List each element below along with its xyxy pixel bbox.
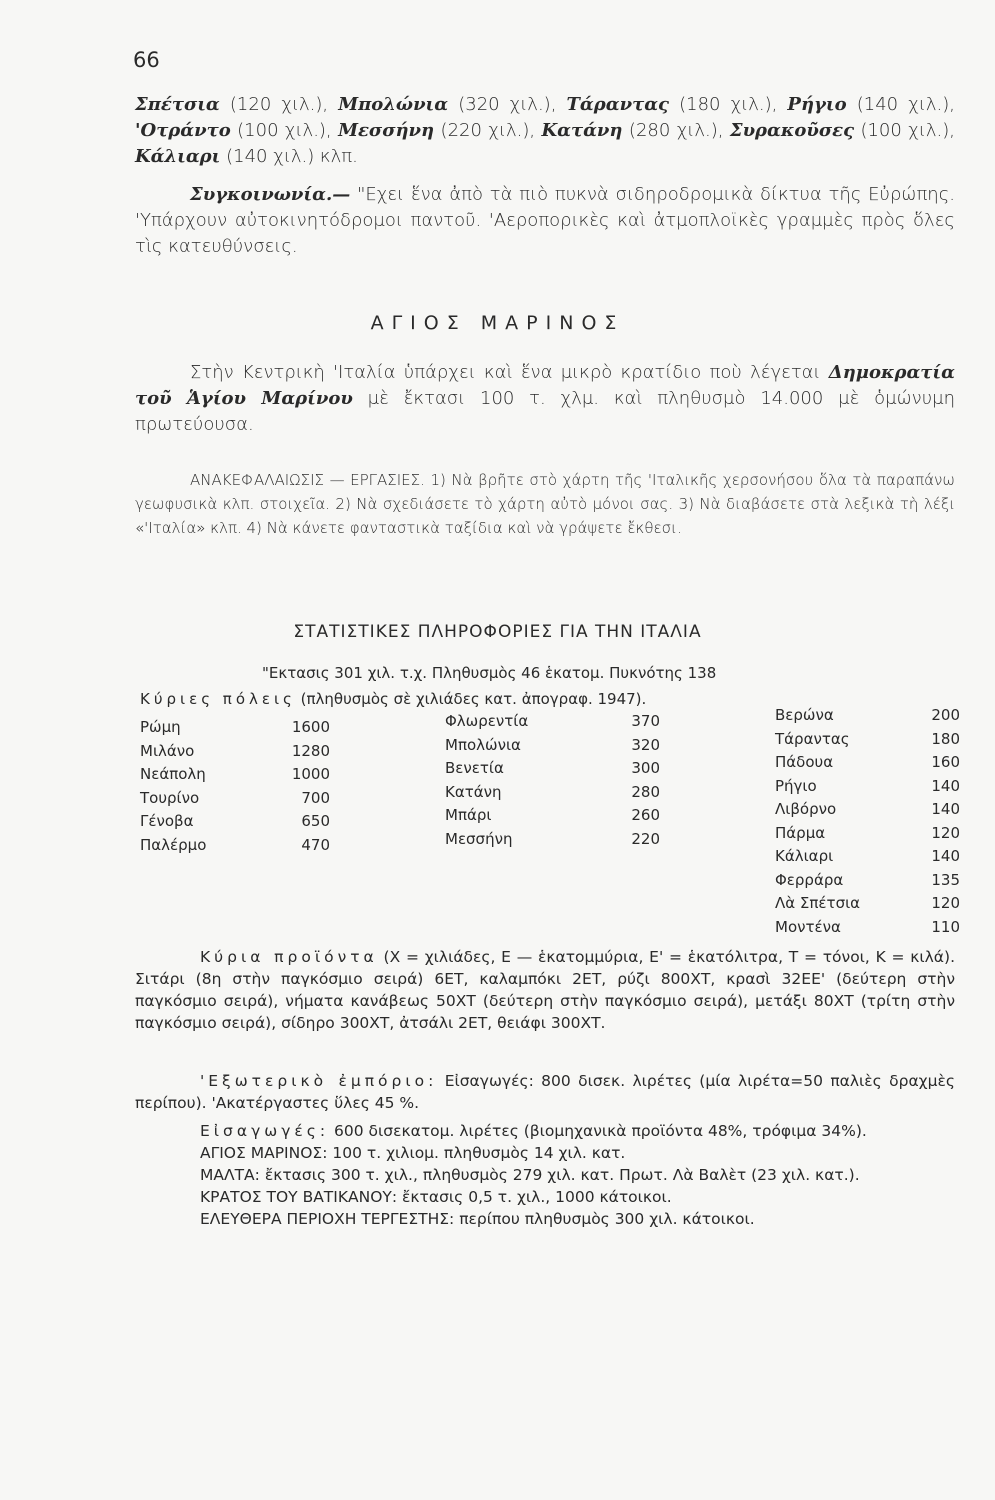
imports-text: 600 δισεκατομ. λιρέτες (βιομηχανικὰ προϊόντα 48%, τρόφιμα 34%). (334, 1122, 867, 1140)
city-cell: Ρώμη (140, 718, 181, 736)
value-cell: 280 (631, 782, 660, 801)
transport-label: Συγκοινωνία.— (190, 184, 351, 205)
value-cell: 135 (931, 870, 960, 889)
stats-column-1 (140, 718, 330, 859)
products-paragraph (135, 946, 955, 1034)
value-cell: 140 (931, 800, 960, 818)
footer-label: ΕΛΕΥΘΕΡΑ ΠΕΡΙΟΧΗ ΤΕΡΓΕΣΤΗΣ: (200, 1210, 455, 1228)
value-cell: 370 (631, 712, 660, 730)
footer-text: 100 τ. χιλιομ. πληθυσμὸς 14 χιλ. κατ. (332, 1144, 626, 1162)
cities-paragraph (135, 92, 955, 170)
city-name: 'Οτράντο (135, 120, 231, 141)
city-cell: Παλέρμο (140, 835, 207, 854)
stats-area-line: "Εκτασις 301 χιλ. τ.χ. Πληθυσμὸς 46 ἑκατομ. Πυκνότης 138 (262, 664, 717, 682)
city-cell: Μπάρι (445, 806, 492, 824)
footer-text: ἔκτασις 300 τ. χιλ., πληθυσμὸς 279 χιλ. κατ. Πρωτ. Λὰ Βαλὲτ (23 χιλ. κατ.). (264, 1166, 860, 1184)
table-row (140, 812, 330, 836)
san-marino-text: Στὴν Κεντρικὴ 'Ιταλία ὑπάρχει καὶ ἕνα μικρὸ κρατίδιο ποὺ λέγεται (190, 362, 821, 383)
footer-label: ΑΓΙΟΣ ΜΑΡΙΝΟΣ: (200, 1144, 328, 1162)
cities-note: (πληθυσμὸς σὲ χιλιάδες κατ. ἀπογραφ. 1947). (300, 690, 647, 708)
city-cell: Μεσσήνη (445, 829, 513, 848)
city-size: (220 χιλ.), (440, 120, 536, 141)
table-row (140, 765, 330, 789)
value-cell: 140 (931, 776, 960, 795)
value-cell: 1000 (291, 765, 330, 783)
value-cell: 1600 (291, 718, 330, 736)
city-cell: Ρήγιο (775, 776, 817, 795)
table-row (140, 836, 330, 860)
city-cell: Λιβόρνο (775, 800, 837, 818)
san-marino-name: Δημοκρατία τοῦ Ἁγίου Μαρίνου (135, 362, 955, 409)
table-row (775, 706, 960, 730)
table-row (140, 742, 330, 766)
trade-label: 'Εξωτερικὸ ἐμπόριο: (200, 1072, 438, 1090)
table-row (445, 783, 660, 807)
table-row (775, 871, 960, 895)
city-cell: Νεάπολη (140, 765, 206, 783)
city-cell: Μιλάνο (140, 741, 195, 760)
value-cell: 300 (631, 759, 660, 777)
table-row (445, 736, 660, 760)
page-number: 66 (133, 48, 160, 72)
value-cell: 650 (301, 812, 330, 830)
imports-line (200, 1120, 960, 1142)
value-cell: 220 (631, 829, 660, 848)
city-name: Μπολώνια (338, 94, 449, 115)
stats-column-2 (445, 712, 660, 853)
city-cell: Πάρμα (775, 823, 826, 842)
city-cell: Μπολώνια (445, 735, 521, 754)
footer-label: ΚΡΑΤΟΣ ΤΟΥ ΒΑΤΙΚΑΝΟΥ: (200, 1188, 398, 1206)
city-cell: Βενετία (445, 759, 504, 777)
value-cell: 160 (931, 753, 960, 771)
san-marino-text: μὲ ἔκτασι 100 τ. χλμ. καὶ πληθυσμὸ 14.000 μὲ ὁμώνυμη πρωτεύουσα. (135, 388, 955, 435)
products-text: (Χ = χιλιάδες, Ε — ἑκατομμύρια, Ε' = ἑκατόλιτρα, Τ = τόνοι, Κ = κιλά). Σιτάρι (8η στὴν παγκόσμιο σειρά) 6ΕΤ, καλαμπόκι 2ΕΤ, ρύζι 800ΧΤ, κρασὶ 32ΕΕ' (δεύτερη στὴν παγκόσμιο σειρά), νήματα κανάβεως 50ΧΤ (δεύτερη στὴν παγκόσμιο σειρά), μετάξι 80ΧΤ (τρίτη στὴν παγκόσμιο σειρά), σίδηρο 300ΧΤ, ἀτσάλι 2ΕΤ, θειάφι 300ΧΤ. (135, 948, 955, 1032)
city-cell: Φλωρεντία (445, 712, 529, 730)
city-cell: Γένοβα (140, 812, 194, 830)
city-size: (100 χιλ.), (860, 120, 955, 141)
transport-text: "Εχει ἕνα ἀπὸ τὰ πιὸ πυκνὰ σιδηροδρομικὰ δίκτυα τῆς Εὐρώπης. 'Υπάρχουν αὐτοκινητόδρομοι παντοῦ. 'Αεροπορικὲς καὶ ἀτμοπλοϊκὲς γραμμὲς πρὸς ὅλες τὶς κατευθύνσεις. (135, 184, 955, 257)
table-row (775, 894, 960, 918)
table-row (140, 718, 330, 742)
table-row (775, 800, 960, 824)
city-size: (140 χιλ.) κλπ. (226, 146, 358, 167)
city-cell: Λὰ Σπέτσια (775, 894, 861, 912)
city-cell: Κάλιαρι (775, 847, 834, 865)
san-marino-paragraph (135, 360, 955, 438)
table-row (775, 753, 960, 777)
products-label: Κύρια προϊόντα (200, 948, 378, 966)
table-row (445, 830, 660, 854)
value-cell: 180 (931, 729, 960, 748)
city-cell: Κατάνη (445, 782, 502, 801)
value-cell: 120 (931, 894, 960, 912)
table-row (445, 806, 660, 830)
cities-label: Κύριες πόλεις (140, 690, 296, 708)
city-cell: Τουρίνο (140, 788, 200, 807)
san-marino-heading: ΑΓΙΟΣ ΜΑΡΙΝΟΣ (370, 312, 625, 334)
value-cell: 200 (931, 706, 960, 724)
city-name: Συρακοῦσες (729, 120, 855, 141)
table-row (775, 824, 960, 848)
footer-line (200, 1142, 960, 1164)
footer-line (200, 1208, 960, 1230)
trade-text: Εἰσαγωγές: 800 δισεκ. λιρέτες (μία λιρέτα=50 παλιὲς δραχμὲς περίπου). 'Ακατέργαστες ὕλες 45 %. (135, 1072, 955, 1112)
footer-text: περίπου πληθυσμὸς 300 χιλ. κάτοικοι. (459, 1210, 755, 1228)
value-cell: 140 (931, 847, 960, 865)
imports-label: Εἰσαγωγές: (200, 1122, 330, 1140)
city-size: (280 χιλ.), (628, 120, 724, 141)
stats-cities-header (140, 690, 646, 708)
footer-text: ἔκτασις 0,5 τ. χιλ., 1000 κάτοικοι. (402, 1188, 672, 1206)
value-cell: 320 (631, 735, 660, 754)
value-cell: 470 (301, 835, 330, 854)
city-cell: Πάδουα (775, 753, 834, 771)
table-row (775, 777, 960, 801)
stats-column-3 (775, 706, 960, 941)
stats-title: ΣΤΑΤΙΣΤΙΚΕΣ ΠΛΗΡΟΦΟΡΙΕΣ ΓΙΑ ΤΗΝ ΙΤΑΛΙΑ (293, 622, 702, 642)
city-cell: Μοντένα (775, 917, 841, 936)
city-name: Κατάνη (541, 120, 623, 141)
footer-line (200, 1164, 960, 1186)
city-size: (140 χιλ.), (856, 94, 955, 115)
table-row (140, 789, 330, 813)
value-cell: 120 (931, 823, 960, 842)
transport-paragraph (135, 182, 955, 260)
city-size: (100 χιλ.), (237, 120, 332, 141)
table-row (445, 712, 660, 736)
value-cell: 260 (631, 806, 660, 824)
footer-label: ΜΑΛΤΑ: (200, 1166, 260, 1184)
footer-line (200, 1186, 960, 1208)
value-cell: 700 (301, 788, 330, 807)
summary-paragraph: ΑΝΑΚΕΦΑΛΑΙΩΣΙΣ — ΕΡΓΑΣΙΕΣ. 1) Νὰ βρῆτε στὸ χάρτη τῆς 'Ιταλικῆς χερσονήσου ὅλα τὰ παραπάνω γεωφυσικὰ κλπ. στοιχεῖα. 2) Νὰ σχεδιάσετε τὸ χάρτη αὐτὸ μόνοι σας. 3) Νὰ διαβάσετε στὰ λεξικὰ τὴ λέξι «'Ιταλία» κλπ. 4) Νὰ κάνετε φανταστικὰ ταξίδια καὶ νὰ γράψετε ἔκθεσι. (135, 471, 955, 537)
trade-paragraph (135, 1070, 955, 1114)
city-size: (180 χιλ.), (679, 94, 778, 115)
city-name: Τάραντας (566, 94, 670, 115)
table-row (775, 730, 960, 754)
city-cell: Τάραντας (775, 729, 850, 748)
value-cell: 1280 (291, 741, 330, 760)
city-name: Σπέτσια (135, 94, 220, 115)
table-row (445, 759, 660, 783)
city-name: Μεσσήνη (338, 120, 435, 141)
footer-list (200, 1142, 960, 1230)
city-name: Κάλιαρι (135, 146, 221, 167)
table-row (775, 918, 960, 942)
city-cell: Βερώνα (775, 706, 834, 724)
table-row (775, 847, 960, 871)
value-cell: 110 (931, 917, 960, 936)
city-size: (320 χιλ.), (458, 94, 557, 115)
city-cell: Φερράρα (775, 870, 844, 889)
city-name: Ρήγιο (787, 94, 847, 115)
city-size: (120 χιλ.), (229, 94, 329, 115)
